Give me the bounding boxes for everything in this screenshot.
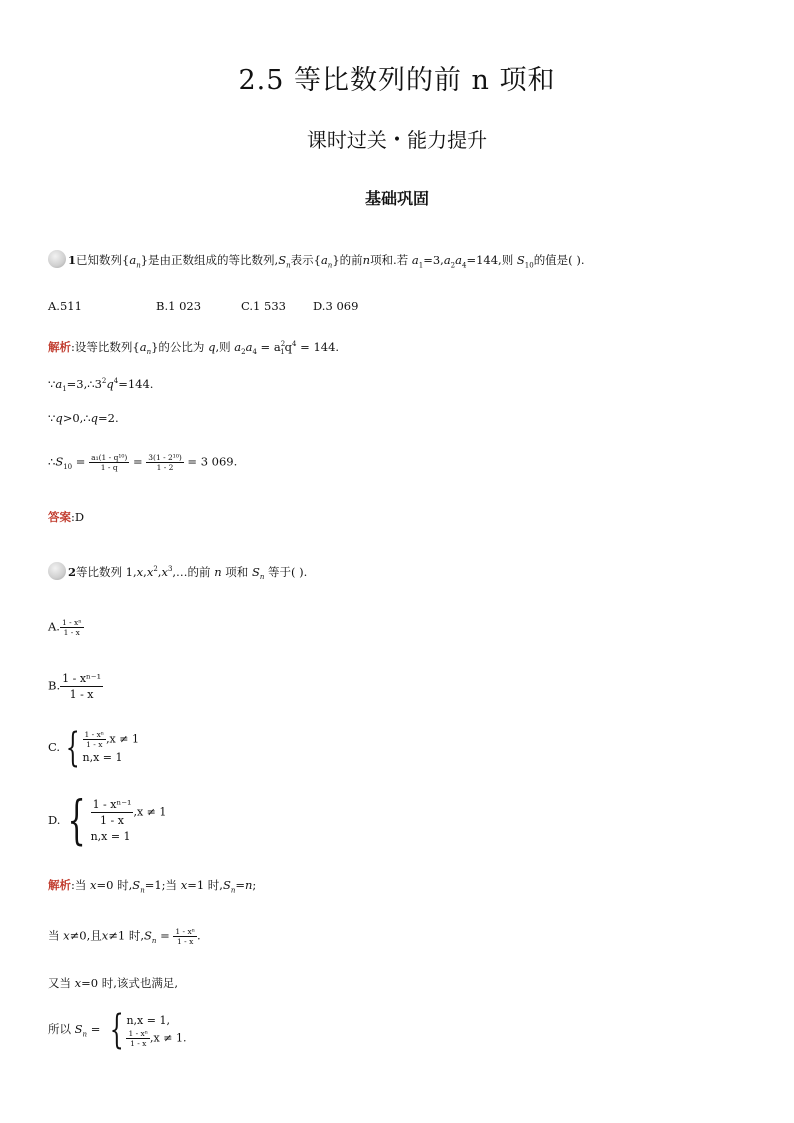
bullet-dot-icon: • xyxy=(392,132,402,148)
option-d[interactable]: D. { $\frac{\text{1 - xⁿ⁻¹}}{1 - x}$ ,x ≠ 1 n,x = 1 xyxy=(48,791,167,851)
option-a[interactable]: A. $\frac{\text{1 - xⁿ}}{1 - x}$ xyxy=(48,618,82,637)
option-c[interactable]: C. { $\frac{\text{1 - xⁿ}}{1 - x}$ ,x ≠ 1 n,x = 1 xyxy=(48,725,139,771)
solution-2-line-2: 当 x≠0,且x≠1 时$,S_n$ = $\frac{\text{1 - xⁿ}}{1 - x}$ . xyxy=(48,927,201,946)
page-title: 2.5 等比数列的前 n 项和 xyxy=(238,65,556,96)
fraction: $\frac{\text{1 - xⁿ}}{1 - x}$ xyxy=(61,618,82,637)
solution-1-line-2: $\because a_1=3,\therefore 3^2q^4=144$. xyxy=(48,376,154,394)
solution-1-line-4: $\therefore S_{10}$ = $\frac{\text{a₁(1 - q¹⁰)}}{1 - q}$ = $\frac{\text{3(1 - 2¹⁰)}}{1 - 2}$ = 3 069. xyxy=(48,453,238,472)
solution-1-line-1: 解析:设等比数列$\{a_n\}$的公比为 q,则 $a_2a_4 = a^2_1q^4 = 144$. xyxy=(48,339,340,357)
solution-2-line-4: 所以 $S_n$ = { n,x = 1, $\frac{\text{1 - xⁿ}}{1 - x}$ ,x ≠ 1. xyxy=(48,1007,187,1053)
fraction: $\frac{\text{1 - xⁿ⁻¹}}{1 - x}$ xyxy=(62,672,101,701)
fraction: $\frac{\text{3(1 - 2¹⁰)}}{1 - 2}$ xyxy=(148,453,182,472)
left-brace-icon: { xyxy=(109,1007,124,1053)
question-bullet-icon xyxy=(48,250,66,268)
section-heading: 基础巩固 xyxy=(364,189,429,208)
left-brace-icon: { xyxy=(67,791,87,851)
subtitle-left: 课时过关 xyxy=(306,128,387,152)
fraction: $\frac{\text{a₁(1 - q¹⁰)}}{1 - q}$ xyxy=(91,453,128,472)
fraction: $\frac{\text{1 - xⁿ}}{1 - x}$ xyxy=(175,927,195,946)
solution-2-line-1: 解析:当 x=0 时$,S_n=1$;当 x=1 时$,S_n=n$; xyxy=(48,878,257,895)
solution-2-line-3: 又当 x=0 时,该式也满足, xyxy=(48,976,179,990)
solution-1-line-3: ∵q>0,∴q=2. xyxy=(48,411,119,425)
option-c[interactable]: C.1 533 xyxy=(241,299,286,313)
option-b[interactable]: B. $\frac{\text{1 - xⁿ⁻¹}}{1 - x}$ xyxy=(48,672,101,701)
fraction: $\frac{\text{1 - xⁿ}}{1 - x}$ xyxy=(84,730,105,749)
fraction: $\frac{\text{1 - xⁿ}}{1 - x}$ xyxy=(128,1029,149,1048)
left-brace-icon: { xyxy=(65,725,80,771)
question-2: 2等比数列 $1,x,x^2,x^3,\dots$的前 n 项和 $S_n$ 等于( ). xyxy=(48,561,307,585)
question-bullet-icon xyxy=(48,562,66,580)
option-d[interactable]: D.3 069 xyxy=(313,299,359,313)
answer-1: 答案:D xyxy=(48,510,85,524)
option-a[interactable]: A.511 xyxy=(48,299,82,313)
page-subtitle xyxy=(0,124,794,153)
subtitle-right: 能力提升 xyxy=(407,128,488,152)
option-b[interactable]: B.1 023 xyxy=(156,299,202,313)
fraction: $\frac{\text{1 - xⁿ⁻¹}}{1 - x}$ xyxy=(92,798,132,827)
question-1: 1已知数列$\{a_n\}$是由正数组成的等比数列$,S_n$表示$\{a_n\}$的前n项和.若 $a_1=3,a_2a_4=144$,则 $S_{10}$的值是( ). xyxy=(48,250,584,273)
